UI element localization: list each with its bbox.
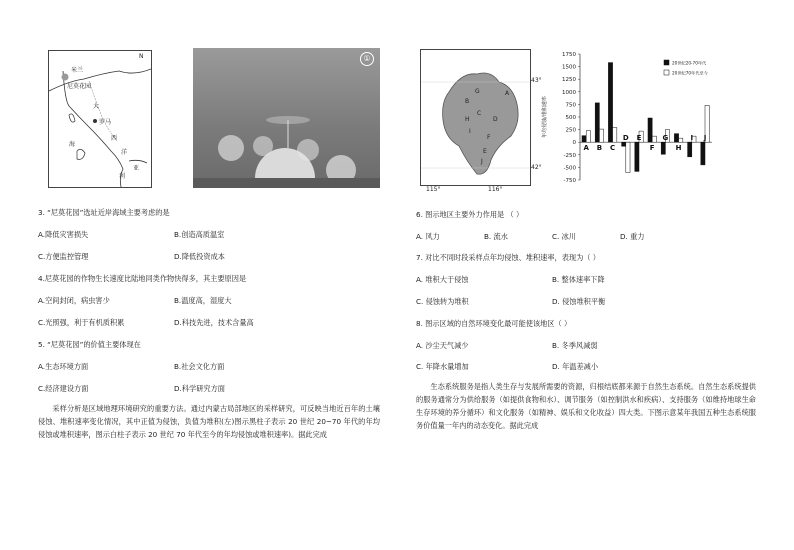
q4-option-b[interactable]: B.温度高，湿度大 bbox=[174, 296, 232, 305]
bar-a-0 bbox=[582, 136, 586, 143]
q3-option-d[interactable]: D.降低投资成本 bbox=[174, 252, 225, 261]
q7-option-a[interactable]: A. 堆积大于侵蚀 bbox=[416, 275, 469, 284]
compass-label: N bbox=[139, 53, 144, 60]
q3-option-b[interactable]: B.创造高质温室 bbox=[174, 230, 225, 239]
bar-d-1 bbox=[626, 142, 630, 172]
map-label-c6: 亚 bbox=[133, 165, 140, 172]
bar-b-0 bbox=[595, 103, 599, 142]
q4-option-a[interactable]: A.空间封闭，病虫害少 bbox=[38, 296, 110, 305]
q6-option-c[interactable]: C. 冰川 bbox=[552, 232, 576, 241]
chart-svg bbox=[536, 48, 736, 188]
legend-label-1: 20世纪70年代至今 bbox=[672, 70, 708, 76]
category-label: F bbox=[649, 144, 655, 153]
legend-swatch-0 bbox=[664, 60, 669, 65]
region-map bbox=[420, 49, 531, 186]
q6-option-b[interactable]: B. 流水 bbox=[484, 232, 508, 241]
y-tick-label: -750 bbox=[563, 178, 576, 184]
category-label: C bbox=[610, 144, 616, 153]
q4-stem: 4.尼莫花园的作物生长速度比陆地同类作物快得多，其主要原因是 bbox=[38, 274, 247, 283]
bar-h-0 bbox=[674, 134, 678, 143]
region-point-h: H bbox=[465, 116, 470, 123]
bar-b-1 bbox=[599, 129, 603, 142]
q3-option-c[interactable]: C.方便监控管理 bbox=[38, 252, 89, 261]
q3-option-a[interactable]: A.降低灾害损失 bbox=[38, 230, 89, 239]
y-tick-label: 750 bbox=[565, 102, 576, 109]
region-point-f: F bbox=[487, 134, 491, 141]
q7-option-d[interactable]: D. 侵蚀堆积平衡 bbox=[552, 297, 606, 306]
region-point-g: G bbox=[475, 88, 480, 95]
y-axis-label: 年均侵蚀/堆积速率 bbox=[542, 96, 548, 138]
category-label: B bbox=[596, 144, 603, 153]
y-tick-label: 1250 bbox=[562, 77, 576, 84]
map-label-c3: 洋 bbox=[121, 149, 128, 156]
bar-f-0 bbox=[648, 118, 652, 142]
y-tick-label: 0 bbox=[572, 140, 576, 147]
category-label: D bbox=[622, 134, 629, 143]
bar-d-0 bbox=[622, 142, 626, 146]
bar-f-1 bbox=[652, 136, 656, 142]
y-tick-label: 1500 bbox=[562, 64, 576, 71]
bar-e-0 bbox=[635, 142, 639, 171]
map-label-c5: 利 bbox=[119, 173, 126, 180]
legend-swatch-1 bbox=[664, 70, 669, 75]
map-label-rome: 罗马 bbox=[99, 119, 112, 126]
category-label: I bbox=[690, 134, 694, 143]
y-tick-label: 500 bbox=[565, 115, 576, 121]
q8-stem: 8. 图示区域的自然环境变化最可能使该地区（ ） bbox=[416, 319, 572, 328]
italy-map bbox=[48, 50, 152, 188]
q8-option-c[interactable]: C. 年降水量增加 bbox=[416, 362, 469, 371]
photo-badge: ① bbox=[360, 52, 374, 66]
region-point-b: B bbox=[465, 98, 470, 105]
region-point-j: J bbox=[481, 158, 483, 165]
q5-stem: 5. “尼莫花园”的价值主要体现在 bbox=[38, 340, 141, 349]
q8-option-b[interactable]: B. 冬季风减弱 bbox=[552, 341, 598, 350]
q5-option-d[interactable]: D.科学研究方面 bbox=[174, 384, 225, 393]
q7-option-c[interactable]: C. 侵蚀转为堆积 bbox=[416, 297, 469, 306]
y-tick-label: 1000 bbox=[562, 89, 576, 96]
bar-j-0 bbox=[701, 142, 705, 165]
region-point-a: A bbox=[505, 90, 510, 97]
q6-option-d[interactable]: D. 重力 bbox=[620, 232, 645, 241]
bar-c-1 bbox=[613, 128, 617, 143]
q5-option-a[interactable]: A.生态环境方面 bbox=[38, 362, 89, 371]
map-label-c2: 西 bbox=[111, 135, 118, 142]
bar-c-0 bbox=[608, 63, 612, 143]
q5-option-b[interactable]: B.社会文化方面 bbox=[174, 362, 225, 371]
q5-option-c[interactable]: C.经济建设方面 bbox=[38, 384, 89, 393]
y-tick-label: -500 bbox=[563, 165, 576, 172]
region-point-e: E bbox=[483, 148, 487, 155]
map-label-milan: 米兰 bbox=[71, 67, 84, 74]
q8-option-d[interactable]: D. 年温差减小 bbox=[552, 362, 599, 371]
region-map-drawing bbox=[421, 50, 530, 185]
map-label-c4: 海 bbox=[69, 141, 76, 148]
underwater-photo bbox=[193, 48, 380, 188]
q4-option-c[interactable]: C.光照强，利于有机质积累 bbox=[38, 318, 125, 327]
bar-a-1 bbox=[586, 131, 590, 143]
photo-drawing bbox=[193, 48, 380, 188]
category-label: G bbox=[662, 134, 669, 143]
category-label: H bbox=[675, 144, 682, 153]
lon-label-115: 115° bbox=[426, 186, 441, 193]
y-tick-label: -250 bbox=[563, 152, 576, 159]
q4-option-d[interactable]: D.科技先进，技术含量高 bbox=[174, 318, 254, 327]
q8-option-a[interactable]: A. 沙尘天气减少 bbox=[416, 341, 469, 350]
category-label: J bbox=[703, 134, 707, 143]
lon-label-116: 116° bbox=[488, 186, 503, 193]
q3-stem: 3. “尼莫花园”选址近岸海域主要考虑的是 bbox=[38, 208, 170, 217]
region-point-c: C bbox=[477, 110, 482, 117]
map-label-nemo: 尼莫花园 bbox=[67, 83, 92, 90]
lat-label-42: 42° bbox=[531, 164, 542, 171]
right-passage: 生态系统服务是指人类生存与发展所需要的资源，归根结底都来源于自然生态系统。自然生态系统提供的服务通常分为供给服务（如提供食物和水）、调节服务（如控制洪水和疾病）、支持服务（如维持地球生命生存环境的养分循环）和文化服务（如精神、娱乐和文化收益）四大类。下图示意某年我国五种生态系统服务价值量一年内的动态变化。据此完成 bbox=[416, 382, 756, 430]
bar-g-0 bbox=[661, 142, 665, 154]
region-point-d: D bbox=[493, 116, 498, 123]
erosion-chart bbox=[536, 48, 736, 188]
left-passage: 采样分析是区域地理环境研究的重要方法。通过内蒙古局部地区的采样研究，可反映当地近百年的土壤侵蚀、堆积速率变化情况，其中正值为侵蚀，负值为堆积(左)图示黑柱子表示 20 世纪 20~70 年代的年均侵蚀或堆积速率，图示白柱子表示 20 世纪 70 年代至今的年均侵蚀或堆积速率)。据此完成 bbox=[38, 404, 380, 439]
y-tick-label: 250 bbox=[565, 127, 576, 134]
q6-stem: 6. 图示地区主要外力作用是 （ ） bbox=[416, 210, 524, 219]
bar-h-1 bbox=[679, 138, 683, 142]
region-point-i: I bbox=[469, 128, 471, 135]
lat-label-43: 43° bbox=[531, 77, 542, 84]
map-label-c1: 大 bbox=[93, 103, 100, 110]
category-label: E bbox=[636, 134, 642, 143]
q6-option-a[interactable]: A. 风力 bbox=[416, 232, 440, 241]
y-tick-label: 1750 bbox=[562, 52, 576, 58]
q7-stem: 7. 对比不同时段采样点年均侵蚀、堆积速率，表现为（ ） bbox=[416, 253, 600, 262]
legend-label-0: 20世纪20-70年代 bbox=[672, 60, 707, 66]
q7-option-b[interactable]: B. 整体速率下降 bbox=[552, 275, 605, 284]
category-label: A bbox=[583, 144, 589, 153]
bar-i-0 bbox=[688, 142, 692, 157]
